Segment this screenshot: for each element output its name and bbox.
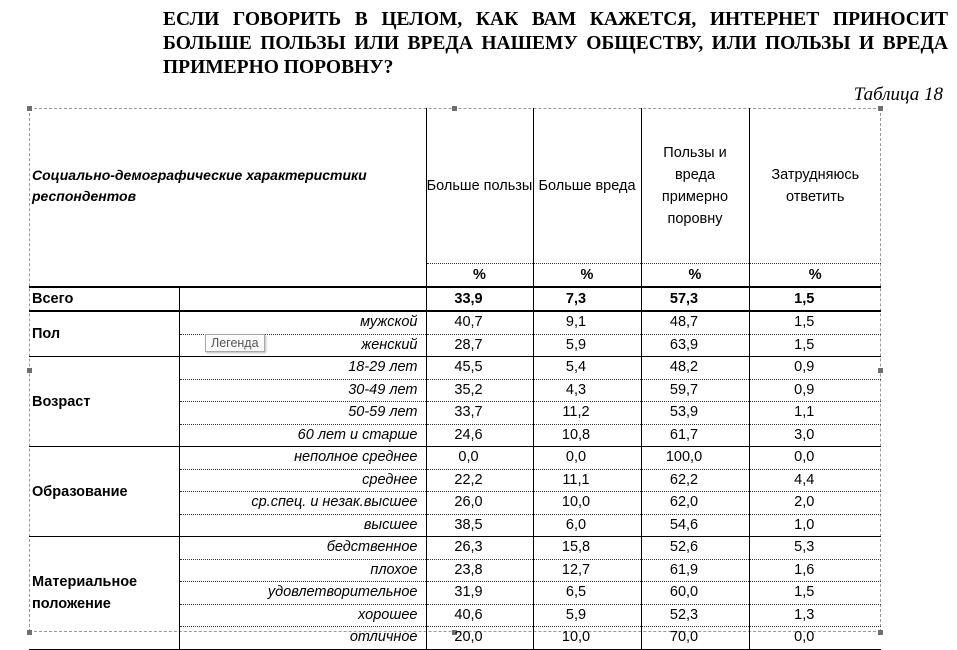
row-label: плохое	[179, 559, 426, 582]
cell-value: 52,6	[641, 537, 749, 560]
cell-value: 61,7	[641, 424, 749, 447]
cell-value: 60,0	[641, 582, 749, 605]
table-row	[29, 311, 881, 334]
cell-value: 5,9	[533, 334, 641, 357]
row-label: 30-49 лет	[179, 379, 426, 402]
cell-value: 5,3	[749, 537, 881, 560]
cell-value: 2,0	[749, 492, 881, 515]
col-header-more-benefit: Больше пользы	[426, 108, 533, 264]
cell-value: 40,6	[426, 604, 533, 627]
cell-value: 1,3	[749, 604, 881, 627]
total-value: 33,9	[426, 287, 533, 311]
cell-value: 4,4	[749, 469, 881, 492]
characteristics-header: Социально-демографические характеристики респондентов	[32, 166, 367, 204]
row-label: хорошее	[179, 604, 426, 627]
cell-value: 45,5	[426, 357, 533, 380]
unit-label: %	[533, 264, 641, 288]
cell-value: 48,2	[641, 357, 749, 380]
cell-value: 10,0	[533, 627, 641, 650]
cell-value: 1,0	[749, 514, 881, 537]
cell-value: 3,0	[749, 424, 881, 447]
unit-label: %	[426, 264, 533, 288]
row-label: удовлетворительное	[179, 582, 426, 605]
cell-value: 62,2	[641, 469, 749, 492]
total-value: 57,3	[641, 287, 749, 311]
cell-value: 26,0	[426, 492, 533, 515]
table-number: Таблица 18	[853, 84, 943, 105]
unit-spacer	[29, 264, 426, 288]
row-label: высшее	[179, 514, 426, 537]
row-label: среднее	[179, 469, 426, 492]
cell-value: 4,3	[533, 379, 641, 402]
cell-value: 0,9	[749, 379, 881, 402]
row-label: отличное	[179, 627, 426, 650]
cell-value: 62,0	[641, 492, 749, 515]
group-label: Пол	[29, 311, 179, 357]
data-table	[29, 108, 881, 650]
row-label: женский	[179, 334, 426, 357]
cell-value: 0,0	[749, 447, 881, 470]
cell-value: 0,0	[426, 447, 533, 470]
cell-value: 10,8	[533, 424, 641, 447]
cell-value: 1,6	[749, 559, 881, 582]
cell-value: 6,5	[533, 582, 641, 605]
legend-tooltip: Легенда	[205, 334, 265, 352]
total-label: Всего	[29, 287, 179, 311]
cell-value: 53,9	[641, 402, 749, 425]
unit-row	[29, 264, 881, 288]
group-label: Материальное положение	[29, 537, 179, 650]
unit-label: %	[749, 264, 881, 288]
table-row	[29, 357, 881, 380]
row-label: 18-29 лет	[179, 357, 426, 380]
cell-value: 5,4	[533, 357, 641, 380]
table-row	[29, 447, 881, 470]
cell-value: 0,0	[749, 627, 881, 650]
row-label: 50-59 лет	[179, 402, 426, 425]
cell-value: 15,8	[533, 537, 641, 560]
cell-value: 1,5	[749, 582, 881, 605]
cell-value: 1,5	[749, 334, 881, 357]
cell-value: 52,3	[641, 604, 749, 627]
row-label: мужской	[179, 311, 426, 334]
cell-value: 0,9	[749, 357, 881, 380]
unit-label: %	[641, 264, 749, 288]
cell-value: 12,7	[533, 559, 641, 582]
cell-value: 1,1	[749, 402, 881, 425]
cell-value: 61,9	[641, 559, 749, 582]
cell-value: 100,0	[641, 447, 749, 470]
cell-value: 10,0	[533, 492, 641, 515]
page-title: ЕСЛИ ГОВОРИТЬ В ЦЕЛОМ, КАК ВАМ КАЖЕТСЯ, ИНТЕРНЕТ ПРИНОСИТ БОЛЬШЕ ПОЛЬЗЫ ИЛИ ВРЕДА НАШЕМУ ОБЩЕСТВУ, ИЛИ ПОЛЬЗЫ И ВРЕДА ПРИМЕРНО ПОРОВНУ?	[163, 9, 948, 78]
col-header-hard-to-say: Затрудняюсь ответить	[749, 108, 881, 264]
table-row	[29, 537, 881, 560]
cell-value: 9,1	[533, 311, 641, 334]
cell-value: 54,6	[641, 514, 749, 537]
cell-value: 1,5	[749, 311, 881, 334]
cell-value: 23,8	[426, 559, 533, 582]
row-label: неполное среднее	[179, 447, 426, 470]
cell-value: 63,9	[641, 334, 749, 357]
cell-value: 35,2	[426, 379, 533, 402]
cell-value: 22,2	[426, 469, 533, 492]
row-label: ср.спец. и незак.высшее	[179, 492, 426, 515]
cell-value: 33,7	[426, 402, 533, 425]
cell-value: 48,7	[641, 311, 749, 334]
group-label: Возраст	[29, 357, 179, 447]
cell-value: 20,0	[426, 627, 533, 650]
row-label: бедственное	[179, 537, 426, 560]
cell-value: 5,9	[533, 604, 641, 627]
cell-value: 24,6	[426, 424, 533, 447]
cell-value: 38,5	[426, 514, 533, 537]
cell-value: 28,7	[426, 334, 533, 357]
total-value: 7,3	[533, 287, 641, 311]
table-header-row	[29, 108, 881, 264]
cell-value: 26,3	[426, 537, 533, 560]
cell-value: 31,9	[426, 582, 533, 605]
col-header-more-harm: Больше вреда	[533, 108, 641, 264]
col-header-equal: Пользы и вреда примерно поровну	[641, 108, 749, 264]
groups-body	[29, 311, 881, 649]
cell-value: 70,0	[641, 627, 749, 650]
cell-value: 6,0	[533, 514, 641, 537]
total-row	[29, 287, 881, 311]
cell-value: 40,7	[426, 311, 533, 334]
cell-value: 0,0	[533, 447, 641, 470]
total-value: 1,5	[749, 287, 881, 311]
cell-value: 11,2	[533, 402, 641, 425]
cell-value: 11,1	[533, 469, 641, 492]
row-label: 60 лет и старше	[179, 424, 426, 447]
total-sublabel	[179, 287, 426, 311]
cell-value: 59,7	[641, 379, 749, 402]
group-label: Образование	[29, 447, 179, 537]
